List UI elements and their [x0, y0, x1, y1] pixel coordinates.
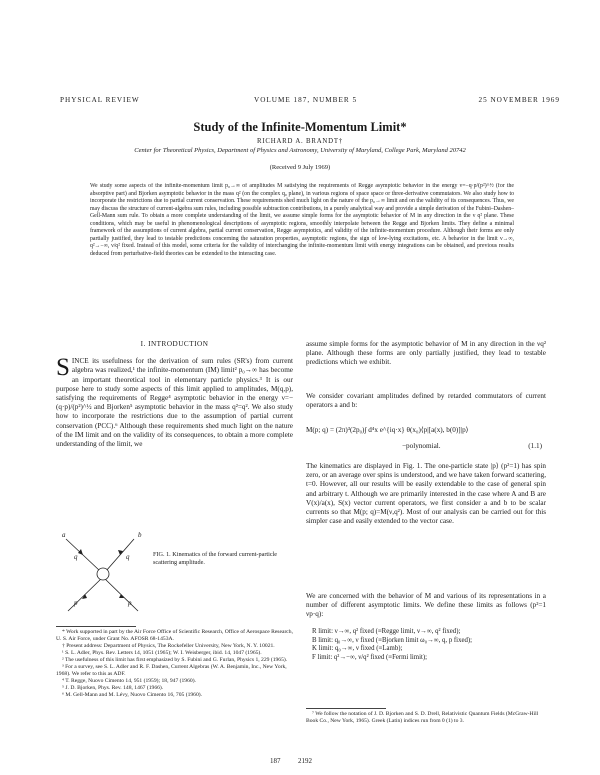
limit-definitions: [306, 628, 546, 662]
equation-number: (1.1): [528, 442, 542, 450]
intro-text: INCE its usefulness for the derivation of sum rules (SR's) from current algebra was realized,¹ the infinite-momentum (IM) limit² p₀→∞ has become an important theoretical tool in elementary particle physics.³ It is our purpose here to study some aspects of this limit applied to amplitudes, M(q,p), satisfying the requirements of Regge⁴ asymptotic behavior in the energy ν=−(q·p)/(p²)^½ and Bjorken⁵ asymptotic behavior in the mass q²=q². We also study how to incorporate the restrictions due to the assumption of partial current conservation (PCC).⁶ Although these requirements shed much light on the nature of the IM limit and on the validity of its consequences, to obtain a more complete understanding of the limit, we: [56, 357, 293, 449]
volume-page-number: 187: [270, 757, 281, 765]
label-q-out: q: [126, 553, 130, 561]
footnote: † Present address: Department of Physics, The Rockefeller University, New York, N. Y. 10021.: [62, 643, 275, 649]
equation-main: M(p; q) = (2π)³(2p₀)∫ d⁴x e^{iq·x} θ(x₀)⟨p|[a(x), b(0)]|p⟩: [306, 426, 469, 434]
right-column: [306, 340, 546, 662]
drop-cap: S: [56, 357, 70, 382]
footnote: ⁵ J. D. Bjorken, Phys. Rev. 148, 1467 (1966).: [62, 685, 164, 691]
body-paragraph: The kinematics are displayed in Fig. 1. The one-particle state |p⟩ (p²=1) has spin zero, or an average over spins is understood, and we have taken forward scattering, t=0. However, all our results will be easily extendable to the case of general spin and arbitrary t. Although we are primarily interested in the case where A and B are V(x)/a(x), S(x) vector current operators, we first consider a and b to be scalar currents so that M(p; q)=M(ν,q²). Most of our analysis can be carried out for this simpler case and easily extended to the vector case.: [306, 462, 546, 526]
figure-caption: FIG. 1. Kinematics of the forward current-particle scattering amplitude.: [153, 551, 278, 566]
limit-definition: F limit: q²→−∞, ν/q² fixed (≡Fermi limit);: [312, 653, 428, 661]
footnote: ⁶ M. Gell-Mann and M. Lévy, Nuovo Cimento 16, 705 (1960).: [62, 692, 203, 698]
footnote: ¹ S. L. Adler, Phys. Rev. Letters 14, 1051 (1965); W. I. Weisberger, ibid. 14, 1047 (1965).: [62, 650, 262, 656]
figure-1: [56, 525, 293, 625]
footnote-divider: [306, 708, 386, 709]
footnote-divider: [56, 626, 136, 627]
footnote: ³ For a survey, see S. L. Adler and R. F. Dashen, Current Algebras (W. A. Benjamin, Inc., New York, 1968). We refer to this as ADF.: [56, 664, 287, 677]
intro-paragraph: [56, 357, 293, 522]
body-paragraph: assume simple forms for the asymptotic behavior of M in any direction in the νq² plane. Although these forms are only partially justified, they lead to testable predictions which we exhibit.: [306, 340, 546, 367]
page-number: 2192: [298, 757, 312, 765]
running-head: [60, 96, 560, 108]
footnote: * Work supported in part by the Air Force Office of Scientific Research, Office of Aerospace Research, U. S. Air Force, under Grant No. AFOSR 68-1453A.: [56, 629, 293, 642]
footnote: ⁷ We follow the notation of J. D. Bjorken and S. D. Drell, Relativistic Quantum Fields (McGraw-Hill Book Co., New York, 1965). Greek (Latin) indices run from 0 (1) to 3.: [306, 711, 539, 724]
received-date: (Received 9 July 1969): [269, 164, 331, 171]
left-column: [56, 340, 293, 522]
author-name: RICHARD A. BRANDT†: [257, 138, 343, 145]
scattering-blob: [97, 568, 109, 580]
footnotes: [56, 629, 293, 699]
abstract: We study some aspects of the infinite-momentum limit p₀→∞ of amplitudes M satisfying the requirements of Regge asymptotic behavior in the energy ν=−q·p/(p²)^½ (for the absorptive part) and Bjorken asymptotic behavior in the mass q² (on the complex q₀ plane), in various regions of space space or three-derivative commutators. We also study how to incorporate the restrictions due to partial current conservation. These requirements shed much light on the nature of the p₀→∞ limit and on the validity of its consequences. Thus, we may discuss the structure of current-algebra sum rules, including possible subtraction contributions, in a purely analytical way and provide a simple derivation of the Fubini–Dashen–Gell-Mann sum rule. To obtain a more complete understanding of the limit, we assume simple forms for the asymptotic behavior of M in any direction in the ν q² plane. These conditions, which may be useful in phenomenological descriptions of asymptotic regions, smoothly interpolate between the Regge and Bjorken limits. They define a minimal framework of the assumptions of current algebra, partial current conservation, Regge asymptotics, and validity of the infinite-momentum procedure. Although their forms are only partially justified, they lead to testable predictions concerning the saturation properties, asymptotic regions, the sign of low-lying excitations, etc. A behavior in the limit ν→∞, q²→−∞, ν/q² fixed. Instead of this model, some criteria for the validity of interchanging the infinite-momentum limit with energy integrations can be obtained, and previous results deduced from perturbative-field theories can be extended to the interacting case.: [90, 183, 514, 257]
equation-1-1: [306, 424, 546, 458]
label-a: a: [62, 531, 66, 539]
limit-definition: B limit: q₀→∞, ν fixed (≡Bjorken limit ω₀→∞, q, p fixed);: [312, 636, 473, 644]
body-paragraph: We consider covariant amplitudes defined by retarded commutators of current operators a and b:: [306, 392, 546, 410]
label-p-in: p: [74, 599, 78, 607]
label-q-in: q: [74, 553, 78, 561]
journal-name: PHYSICAL REVIEW: [60, 96, 140, 104]
label-p-out: p: [128, 599, 132, 607]
limit-definition: K limit: q₀→∞, ν fixed (≡Lamb);: [312, 645, 403, 653]
body-paragraph: We are concerned with the behavior of M and various of its representations in a number of different asymptotic limits. We define these limits as follows (p²=1 νp·q):: [306, 592, 546, 619]
kinematics-diagram: [56, 525, 151, 621]
label-b: b: [138, 531, 142, 539]
equation-continuation: −polynomial.: [402, 442, 441, 450]
section-heading: I. INTRODUCTION: [140, 340, 209, 348]
page-numbers: [0, 757, 600, 767]
footnote: ⁴ T. Regge, Nuovo Cimento 14, 951 (1959); 18, 947 (1960).: [62, 678, 196, 684]
outgoing-particle-line: [103, 577, 138, 611]
paper-title: Study of the Infinite-Momentum Limit*: [193, 120, 407, 134]
volume-number: VOLUME 187, NUMBER 5: [254, 96, 358, 104]
footnote: ² The usefulness of this limit has first emphasized by S. Fubini and G. Furlan, Physics 1, 229 (1965).: [62, 657, 288, 663]
author-affiliation: Center for Theoretical Physics, Department of Physics and Astronomy, University of Maryland, College Park, Maryland 20742: [134, 147, 466, 154]
limit-definition: R limit: ν→∞, q² fixed (≡Regge limit, ν→∞, q² fixed);: [312, 628, 461, 635]
arrow-head-icon: [78, 549, 83, 555]
issue-date: 25 NOVEMBER 1969: [478, 96, 560, 104]
